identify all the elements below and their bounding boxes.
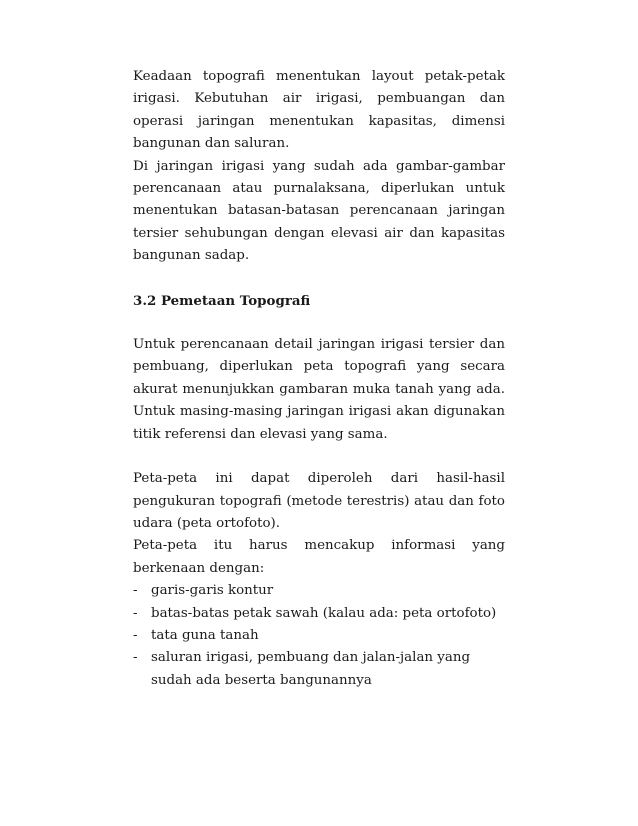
list-dash: -: [133, 650, 138, 666]
list-dash: -: [133, 627, 138, 643]
info-list: [133, 580, 505, 692]
list-item-text: tata guna tanah: [151, 627, 259, 643]
intro-paragraph-1: Keadaan topografi menentukan layout petak-petak irigasi. Kebutuhan air irigasi, pembuangan dan operasi jaringan menentukan kapasitas, dimensi bangunan dan saluran.: [133, 69, 505, 152]
intro-paragraph-2: Di jaringan irigasi yang sudah ada gambar-gambar perencanaan atau purnalaksana, diperlukan untuk menentukan batasan-batasan perencanaan jaringan tersier sehubungan dengan elevasi air dan kapasitas bangunan sadap.: [133, 158, 505, 264]
section-paragraph-2: Peta-peta ini dapat diperoleh dari hasil-hasil pengukuran topografi (metode terestris) atau dan foto udara (peta ortofoto).: [133, 471, 505, 531]
list-item-text: saluran irigasi, pembuang dan jalan-jalan yang sudah ada beserta bangunannya: [151, 650, 471, 688]
list-item: [133, 603, 505, 625]
list-item: [133, 580, 505, 602]
list-dash: -: [133, 583, 138, 599]
section-paragraph-3: Peta-peta itu harus mencakup informasi yang berkenaan dengan:: [133, 538, 505, 576]
list-item-text: garis-garis kontur: [151, 583, 274, 599]
section-paragraph-1: Untuk perencanaan detail jaringan irigasi tersier dan pembuang, diperlukan peta topografi yang secara akurat menunjukkan gambaran muka tanah yang ada. Untuk masing-masing jaringan irigasi akan digunakan titik referensi dan elevasi yang sama.: [133, 337, 505, 442]
document-page: [133, 66, 505, 692]
spacer: [133, 268, 505, 290]
spacer: [133, 312, 505, 334]
spacer: [133, 446, 505, 468]
list-item-text: batas-batas petak sawah (kalau ada: peta ortofoto): [151, 605, 497, 621]
list-item: [133, 625, 505, 647]
list-item: [133, 647, 505, 692]
section-heading: 3.2 Pemetaan Topografi: [133, 292, 311, 309]
list-dash: -: [133, 605, 138, 621]
